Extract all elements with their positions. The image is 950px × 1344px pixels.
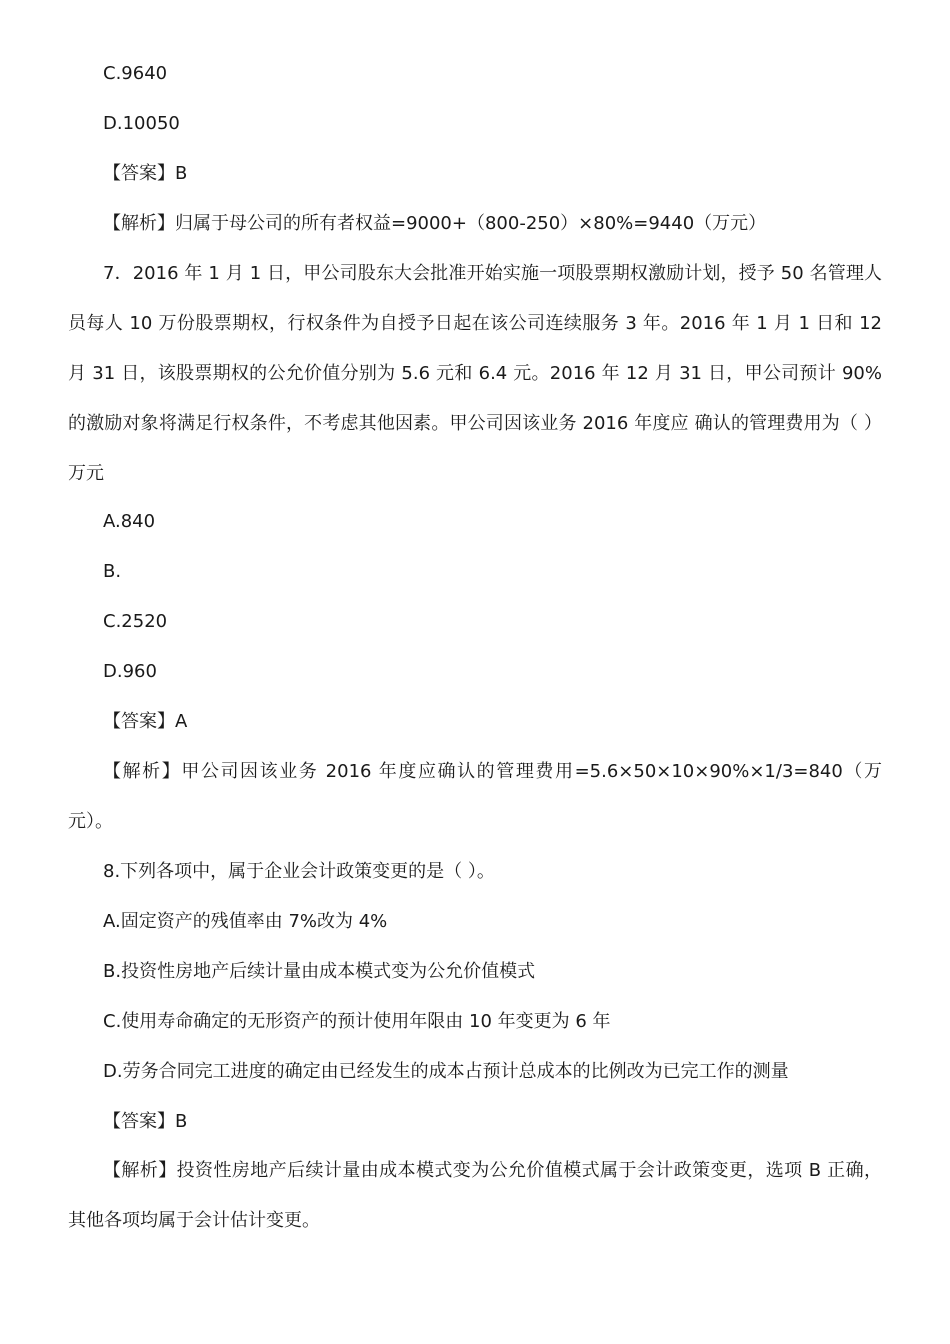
q6-answer: 【答案】B <box>103 163 188 184</box>
q7-analysis: 【解析】甲公司因该业务 2016 年度应确认的管理费用=5.6×50×10×90%×1/3=840（万元）。 <box>68 761 882 832</box>
q6-analysis: 【解析】归属于母公司的所有者权益=9000+（800-250）×80%=9440（万元） <box>103 213 767 234</box>
q8-option-a: A.固定资产的残值率由 7%改为 4% <box>103 911 388 932</box>
q6-option-d: D.10050 <box>103 113 180 134</box>
q8-option-d: D.劳务合同完工进度的确定由已经发生的成本占预计总成本的比例改为已完工作的测量 <box>103 1061 789 1082</box>
q8-answer: 【答案】B <box>103 1111 188 1132</box>
q7-option-b: B. <box>103 561 122 582</box>
q6-option-c: C.9640 <box>103 63 168 84</box>
q8-option-b: B.投资性房地产后续计量由成本模式变为公允价值模式 <box>103 961 536 982</box>
q8-analysis: 【解析】投资性房地产后续计量由成本模式变为公允价值模式属于会计政策变更，选项 B 正确，其他各项均属于会计估计变更。 <box>68 1160 882 1231</box>
q7-option-a: A.840 <box>103 511 156 532</box>
q7-option-d: D.960 <box>103 661 157 682</box>
q8-stem: 8.下列各项中，属于企业会计政策变更的是（ ）。 <box>103 861 495 882</box>
q8-option-c: C.使用寿命确定的无形资产的预计使用年限由 10 年变更为 6 年 <box>103 1011 611 1032</box>
q7-option-c: C.2520 <box>103 611 168 632</box>
q7-answer: 【答案】A <box>103 711 188 732</box>
q7-stem: 7．2016 年 1 月 1 日，甲公司股东大会批准开始实施一项股票期权激励计划，授予 50 名管理人员每人 10 万份股票期权，行权条件为自授予日起在该公司连续服务 3 年。2016 年 1 月 1 日和 12 月 31 日，该股票期权的公允价值分别为 5.6 元和 6.4 元。2016 年 12 月 31 日，甲公司预计 90%的激励对象将满足行权条件，不考虑其他因素。甲公司因该业务 2016 年度应 确认的管理费用为（ ）万元 <box>68 263 882 484</box>
